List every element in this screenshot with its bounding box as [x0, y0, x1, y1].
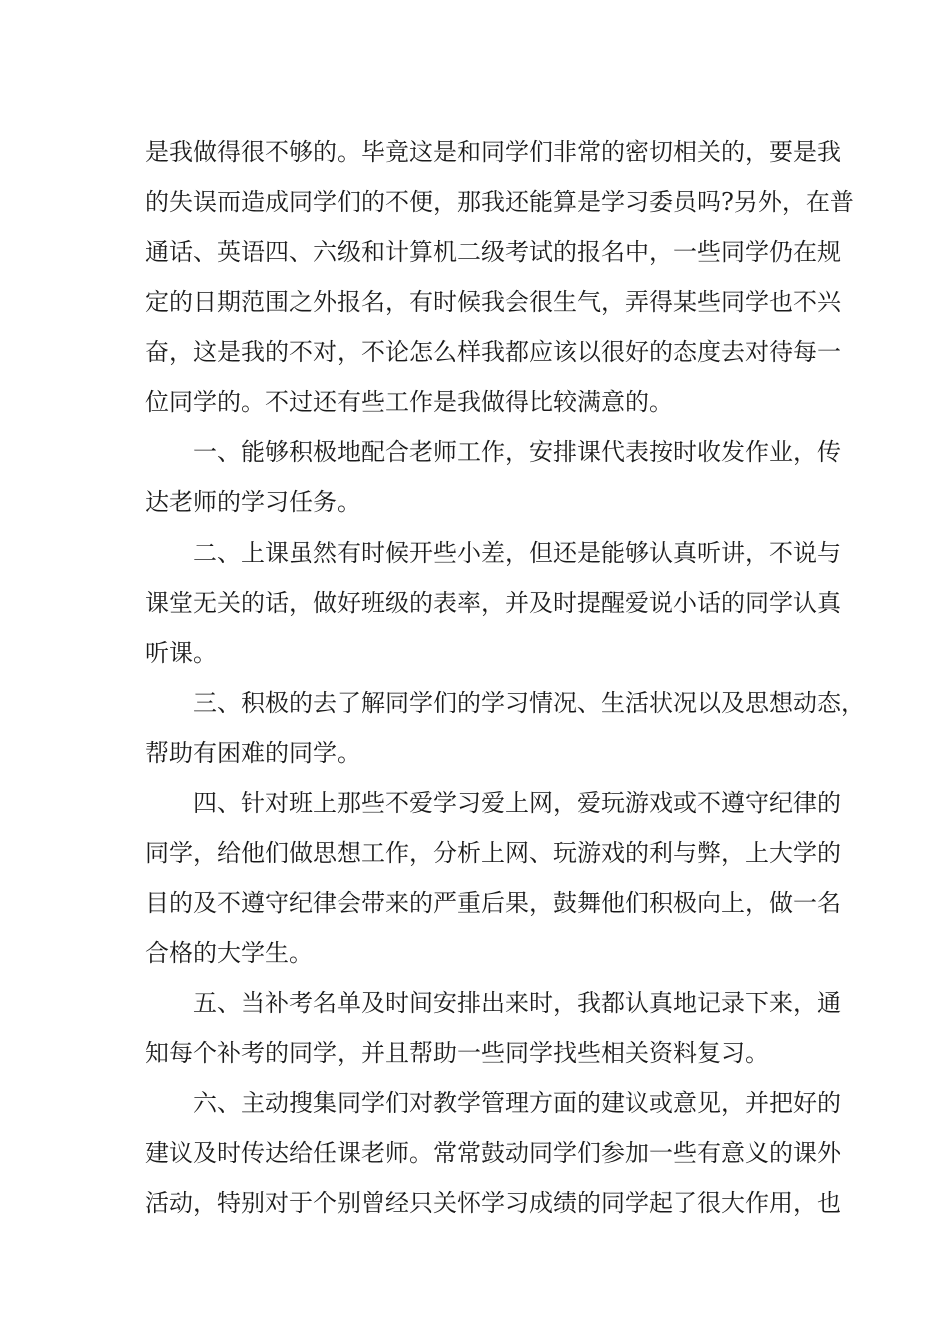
paragraph-6-first-line: 六、主动搜集同学们对教学管理方面的建议或意见，并把好的	[193, 1089, 841, 1117]
paragraph-3-first-line: 三、积极的去了解同学们的学习情况、生活状况以及思想动态，	[193, 689, 865, 717]
paragraph-5-first-line: 五、当补考名单及时间安排出来时，我都认真地记录下来，通	[193, 989, 841, 1017]
text-line: 帮助有困难的同学。	[145, 739, 361, 767]
text-line: 位同学的。不过还有些工作是我做得比较满意的。	[145, 388, 673, 416]
paragraph-4-first-line: 四、针对班上那些不爱学习爱上网，爱玩游戏或不遵守纪律的	[193, 789, 841, 817]
text-line: 知每个补考的同学，并且帮助一些同学找些相关资料复习。	[145, 1039, 769, 1067]
text-line: 奋，这是我的不对，不论怎么样我都应该以很好的态度去对待每一	[145, 338, 841, 366]
text-line: 通话、英语四、六级和计算机二级考试的报名中，一些同学仍在规	[145, 238, 841, 266]
text-line: 建议及时传达给任课老师。常常鼓动同学们参加一些有意义的课外	[145, 1139, 841, 1167]
text-line: 达老师的学习任务。	[145, 488, 361, 516]
text-line: 合格的大学生。	[145, 939, 313, 967]
paragraph-1-first-line: 一、能够积极地配合老师工作，安排课代表按时收发作业，传	[193, 438, 841, 466]
text-line: 的失误而造成同学们的不便，那我还能算是学习委员吗?另外，在普	[145, 188, 854, 216]
text-line: 听课。	[145, 639, 217, 667]
text-line: 目的及不遵守纪律会带来的严重后果，鼓舞他们积极向上，做一名	[145, 889, 841, 917]
paragraph-2-first-line: 二、上课虽然有时候开些小差，但还是能够认真听讲，不说与	[193, 539, 841, 567]
text-line: 课堂无关的话，做好班级的表率，并及时提醒爱说小话的同学认真	[145, 589, 841, 617]
text-line: 定的日期范围之外报名，有时候我会很生气，弄得某些同学也不兴	[145, 288, 841, 316]
text-line: 是我做得很不够的。毕竟这是和同学们非常的密切相关的，要是我	[145, 138, 841, 166]
text-line: 活动，特别对于个别曾经只关怀学习成绩的同学起了很大作用，也	[145, 1189, 841, 1217]
text-line: 同学，给他们做思想工作，分析上网、玩游戏的利与弊，上大学的	[145, 839, 841, 867]
